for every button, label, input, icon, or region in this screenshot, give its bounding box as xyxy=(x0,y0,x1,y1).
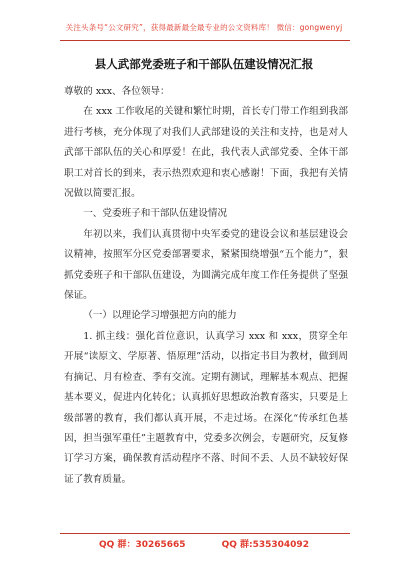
section-heading-1: 一、党委班子和干部队伍建设情况 xyxy=(83,208,228,220)
subsection-heading-1: （一）以理论学习增强把方向的能力 xyxy=(83,310,237,322)
page-footer xyxy=(0,537,408,550)
footer-qq-group-1: QQ 群：30265665 xyxy=(99,540,186,550)
paragraph-main-line: 1. 抓主线：强化首位意识，认真学习 xxx 和 xxx，贯穿全年开展“读原文、学原著、悟原理”活动，以指定书目为教材，做到周有摘记、月有检查、季有交流。定期有测试，理解基本观点、把握基本要义，促进内化转化；认真抓好思想政治教育落实，只要是上级部署的教育，我们都认真开展，不走过场。在深化“传承红色基因，担当强军重任”主题教育中，党委多次例会，专题研究，反复修订学习方案，确保教育活动程序不落、时间不丢、人员不缺较好保证了教育质量。 xyxy=(64,330,348,485)
header-promo-text: 关注头条号“公文研究”，获得最新最全最专业的公文资料库！ 微信：gongwenyj xyxy=(65,23,343,32)
paragraph-overview: 年初以来，我们认真贯彻中央军委党的建设会议和基层建设会议精神，按照军分区党委部署要求，紧紧围绕增强“五个能力”，狠抓党委班子和干部队伍建设，为圆满完成年度工作任务提供了坚强保证。 xyxy=(64,228,348,302)
paragraph-intro: 在 xxx 工作收尾的关键和繁忙时期，首长专门带工作组到我部进行考核，充分体现了对我们人武部建设的关注和支持，也是对人武部干部队伍的关心和厚爱！在此，我代表人武部党委、全体干部职工对首长的到来，表示热烈欢迎和衷心感谢！下面，我把有关情况做以简要汇报。 xyxy=(64,106,348,200)
page-header xyxy=(0,0,408,48)
document-body xyxy=(64,82,348,490)
document-title: 县人武部党委班子和干部队伍建设情况汇报 xyxy=(94,57,314,71)
header-divider xyxy=(60,40,350,41)
salutation: 尊敬的 xxx、各位领导： xyxy=(64,86,170,97)
footer-divider xyxy=(60,533,350,534)
footer-qq-group-2: QQ 群:535304092 xyxy=(221,540,309,550)
